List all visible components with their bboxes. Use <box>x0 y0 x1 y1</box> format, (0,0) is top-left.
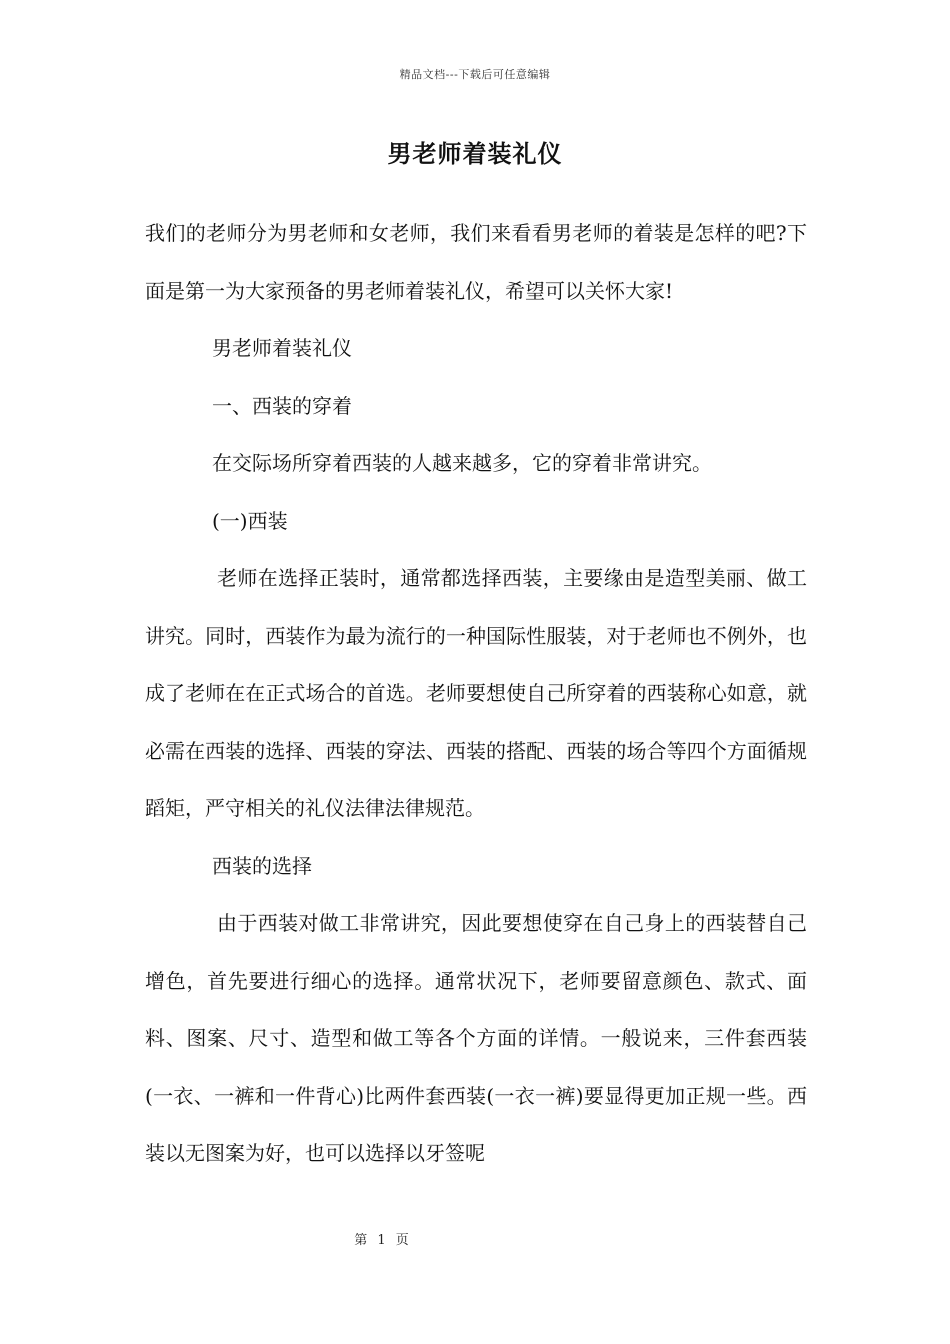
page-number: 第 1 页 <box>354 1233 412 1248</box>
suit-paragraph: 老师在选择正装时，通常都选择西装，主要缘由是造型美丽、做工讲究。同时，西装作为最为流行的一种国际性服装，对于老师也不例外，也成了老师在在正式场合的首选。老师要想使自己所穿着的西装称心如意，就必需在西装的选择、西装的穿法、西装的搭配、西装的场合等四个方面循规蹈矩，严守相关的礼仪法律法律规范。 <box>145 566 807 820</box>
subsection-heading-suit-wearing: 一、西装的穿着 <box>212 393 352 418</box>
subsection-heading-suit-selection: 西装的选择 <box>212 853 312 878</box>
document-body <box>145 205 807 1183</box>
suit-selection-paragraph: 由于西装对做工非常讲究，因此要想使穿在自己身上的西装替自己增色，首先要进行细心的选择。通常状况下，老师要留意颜色、款式、面料、图案、尺寸、造型和做工等各个方面的详情。一般说来，三件套西装(一衣、一裤和一件背心)比两件套西装(一衣一裤)要显得更加正规一些。西装以无图案为好，也可以选择以牙签呢 <box>145 911 807 1165</box>
page-header: 精品文档---下载后可任意编辑 <box>399 68 551 81</box>
intro-paragraph: 我们的老师分为男老师和女老师，我们来看看男老师的着装是怎样的吧?下面是第一为大家预备的男老师着装礼仪，希望可以关怀大家! <box>145 221 807 303</box>
subsection-heading-suit: (一)西装 <box>212 508 288 533</box>
document-title: 男老师着装礼仪 <box>387 139 563 168</box>
section-heading: 男老师着装礼仪 <box>212 336 352 360</box>
suit-intro-paragraph: 在交际场所穿着西装的人越来越多，它的穿着非常讲究。 <box>212 451 712 475</box>
